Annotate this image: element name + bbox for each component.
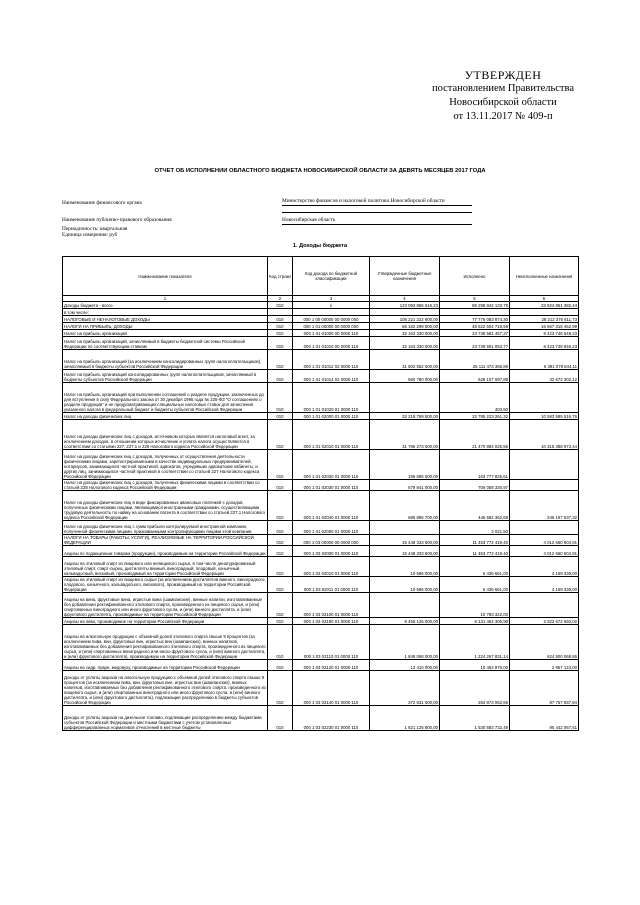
row-unexecuted: 10 315 388 973,44 [510,420,579,450]
row-line-code: 010 [268,546,293,557]
row-unexecuted: 4 159 339,00 [510,577,579,593]
table-row [63,370,579,383]
row-line-code: 010 [268,535,293,546]
row-kbk: 000 1 03 02010 01 0000 110 [293,557,370,577]
row-name: НАЛОГОВЫЕ И НЕНАЛОГОВЫЕ ДОХОДЫ [63,316,268,323]
row-approved [370,593,440,618]
row-unexecuted: 4 159 339,00 [510,557,579,577]
row-line-code: 010 [268,480,293,491]
row-name: в том числе: [63,309,268,316]
row-name: Налог на прибыль организаций [63,330,268,337]
row-line-code: 010 [268,625,293,660]
row-name: Налог на прибыль организаций при выполнении соглашений о разделе продукции, заключенных до дня вступления в силу Федерального закона от 30 декабря 1995 года № 225-ФЗ "О соглашениях о разделе продукции" и не предусматривающих специальных налоговых ставок для зачисления указанного налога в федеральный бюджет и бюджеты субъектов Российской Федерации [63,383,268,413]
row-name: Налог на доходы физических лиц с доходов, полученных физическими лицами в соответствии со статьей 228 Налогового кодекса Российской Федерации [63,480,268,491]
row-approved: 8 455 125 000,00 [370,618,440,625]
row-executed: 11 453 772 419,40 [440,535,510,546]
row-executed: 48 522 604 718,59 [440,323,510,330]
row-unexecuted: 624 800 068,86 [510,625,579,660]
row-executed: 21 470 884 026,56 [440,420,510,450]
row-approved: 579 841 000,00 [370,480,440,491]
row-executed: 23 739 581 457,27 [440,330,510,337]
row-unexecuted [510,450,579,480]
section-title: 1. Доходы бюджета [292,243,348,249]
row-kbk: 000 1 03 02230 01 0000 110 [293,706,370,731]
column-number: 3 [293,296,370,302]
table-row [63,383,579,413]
approval-heading: УТВЕРЖДЕН [464,68,542,82]
approval-line-date: от 13.11.2017 № 409-п [453,111,553,122]
table-row [63,413,579,420]
row-name: Доходы бюджета - всего [63,302,268,309]
row-line-code: 010 [268,618,293,625]
row-name: Налог на доходы физических лиц [63,413,268,420]
approval-line-region: Новосибирской области [449,97,557,108]
table-row [63,593,579,618]
row-unexecuted: 2 323 672 693,02 [510,618,579,625]
row-approved: 1 621 125 800,00 [370,706,440,731]
fin-org-underline-2 [282,212,472,213]
row-executed: 628 107 697,88 [440,370,510,383]
row-executed: 163 777 825,61 [440,450,510,480]
table-row [63,330,579,337]
row-approved: 105 221 222 900,00 [370,316,440,323]
table-row [63,535,579,546]
row-line-code: 010 [268,316,293,323]
table-row [63,706,579,731]
row-approved [370,309,440,316]
row-executed: 6 436 661,00 [440,557,510,577]
row-approved: 31 786 273 000,00 [370,420,440,450]
table-row [63,625,579,660]
row-approved [370,521,440,535]
row-line-code: 010 [268,521,293,535]
row-name: Акцизы на этиловый спирт из пищевого сырья (за исключением дистиллятов винного, виноградного, плодового, коньячного, кальвадосного, вискового), производимый на территории Российской Федерации [64,577,266,592]
revenue-table [62,256,579,731]
row-name: Доходы от уплаты акцизов на дизельное топливо, подлежащие распределению между бюджетами субъектов Российской Федерации и местными бюджетами с учетом установленных дифференцированных нормативов отчислений в местные бюджеты [63,706,268,731]
row-kbk: 000 1 03 02000 01 0000 110 [293,546,370,557]
header-line-code: Код строки [268,257,293,296]
row-line-code: 010 [268,337,293,350]
row-line-code: 010 [268,413,293,420]
row-approved: 686 895 700,00 [370,491,440,521]
row-name: Налог на доходы физических лиц с доходов, источником которых является налоговый агент, за исключением доходов, в отношении которых исчисление и уплата налога осуществляются в соответствии со статьями 227, 227.1 и 228 Налогового кодекса Российской Федерации [63,420,268,450]
row-executed: 25 111 473 355,89 [440,350,510,370]
row-executed: 89 298 842 133,79 [440,302,510,309]
row-line-code: 010 [268,450,293,480]
row-name: Налог на прибыль организаций, зачисляемый в бюджеты бюджетной системы Российской Федерации по соответствующим ставкам [63,337,268,350]
row-name: Акцизы на этиловый спирт из пищевого или непищевого сырья, в том числе денатурированный этиловый спирт, спирт-сырец, дистилляты винный, виноградный, плодовый, коньячный, кальвадосный, висковый, производимый на территории Российской Федерации [63,557,268,577]
table-row [63,350,579,370]
row-unexecuted [510,521,579,535]
table-body [63,302,579,731]
row-executed: 706 058 330,97 [440,480,510,491]
column-number: 5 [440,296,510,302]
row-line-code [268,309,293,316]
table-row [63,577,579,593]
table-row [63,302,579,309]
row-name: НАЛОГИ НА ТОВАРЫ (РАБОТЫ, УСЛУГИ), РЕАЛИЗУЕМЫЕ НА ТЕРРИТОРИИ РОССИЙСКОЙ ФЕДЕРАЦИИ [63,535,268,546]
row-unexecuted: 16 667 315 462,99 [510,323,579,330]
column-number: 6 [510,296,579,302]
row-unexecuted [510,593,579,618]
row-unexecuted: 246 197 537,32 [510,491,579,521]
row-unexecuted: 4 012 660 604,91 [510,535,579,546]
row-unexecuted [510,383,579,413]
row-line-code: 010 [268,671,293,706]
row-kbk: x [293,302,370,309]
row-executed: 1 530 683 732,49 [440,706,510,731]
row-kbk [293,309,370,316]
row-line-code: 010 [268,420,293,450]
row-executed: 284 873 062,66 [440,671,510,706]
row-approved: 660 780 000,00 [370,370,440,383]
table-row [63,316,579,323]
row-approved: 1 849 068 000,00 [370,625,440,660]
table-row [63,618,579,625]
row-unexecuted: 2 957 124,00 [510,660,579,671]
row-unexecuted: 8 423 748 946,23 [510,337,579,350]
row-approved: 65 182 299 500,00 [370,323,440,330]
approval-stamp [398,68,608,124]
row-name: Налог на доходы физических лиц с сумм прибыли контролируемой иностранной компании, полученной физическими лицами, признаваемыми контролирующими лицами этой компании [63,521,268,535]
header-approved: Утвержденные бюджетные назначения [370,257,440,296]
table-row [63,450,579,480]
fin-org-label: Наименование финансового органа [62,200,142,206]
row-approved: 372 631 000,00 [370,671,440,706]
row-kbk: 000 1 01 01020 01 0000 110 [293,383,370,413]
row-line-code: 010 [268,593,293,618]
header-name: Наименование показателя [63,257,268,296]
row-executed [440,309,510,316]
row-line-code: 010 [268,557,293,577]
row-executed: 10 452 876,00 [440,660,510,671]
unit-label: Единица измерения: руб [62,232,118,238]
row-kbk: 000 1 03 02011 01 0000 110 [293,577,370,593]
row-kbk: 000 1 03 02110 01 0000 110 [293,625,370,660]
table-row [63,491,579,521]
table-header-row [63,257,579,296]
row-approved [370,383,440,413]
row-name: НАЛОГИ НА ПРИБЫЛЬ, ДОХОДЫ [63,323,268,330]
approval-line-decree: постановлением Правительства [431,83,574,94]
period-label: Периодичность: квартальная [62,226,128,232]
row-approved: 15 448 333 600,00 [370,535,440,546]
row-line-code: 010 [268,491,293,521]
table-row [63,480,579,491]
row-kbk: 000 1 01 02020 01 0000 110 [293,450,370,480]
row-executed: 22 785 223 261,32 [440,413,510,420]
row-name: Доходы от уплаты акцизов на алкогольную продукцию с объемной долей этилового спирта свыше 9 процентов (за исключением пива, вин, фруктовых вин, игристых вин (шампанских), винных напитков, изготавливаемых без добавления ректификованного этилового спирта, произведенного из пищевого сырья, и (или) спиртованных виноградного или иного фруктового сусла, и (или) винного дистиллята, и (или) фруктового дистиллята), подлежащие распределению в бюджеты субъектов Российской Федерации [63,671,268,706]
row-kbk: 000 1 01 00000 00 0000 000 [293,323,370,330]
row-kbk: 000 1 01 01014 02 0000 110 [293,370,370,383]
row-approved: 32 163 330 000,00 [370,330,440,337]
row-name: Акцизы по подакцизным товарам (продукции), производимым на территории Российской Федерации [63,546,268,557]
row-line-code: 010 [268,323,293,330]
fin-org-underline [282,205,472,206]
row-kbk: 000 1 01 02040 01 0000 110 [293,491,370,521]
row-name: Налог на доходы физических лиц в виде фиксированных авансовых платежей с доходов, полученных физическими лицами, являющимися иностранными гражданами, осуществляющими трудовую деятельность по найму на основании патента в соответствии со статьей 227.1 Налогового кодекса Российской Федерации [63,491,268,521]
row-approved: 159 685 000,00 [370,450,440,480]
column-number: 4 [370,296,440,302]
fin-org-value: Министерство финансов и налоговой политики Новосибирской области [282,198,445,204]
row-name: Акцизы на вина, фруктовые вина, игристые вина (шампанские), винные напитки, изготавливаемые без добавления ректификованного этилового спирта, произведенного из пищевого сырья, и (или) спиртованных виноградного или иного фруктового сусла, и (или) винного дистиллята, и (или) фруктового дистиллята, производимые на территории Российской Федерации [63,593,268,618]
row-line-code: 010 [268,383,293,413]
row-approved: 10 596 000,00 [370,577,440,593]
row-name: Налог на прибыль организаций консолидированных групп налогоплательщиков, зачисляемый в бюджеты субъектов Российской Федерации [63,370,268,383]
table-row [63,337,579,350]
row-unexecuted: 32 672 302,12 [510,370,579,383]
table-row [63,546,579,557]
row-name: Акцизы на алкогольную продукцию с объемной долей этилового спирта свыше 9 процентов (за исключением пива, вин, фруктовых вин, игристых вин (шампанских), винных напитков, изготавливаемых без добавления ректификованного этилового спирта, произведенного из пищевого сырья, и (или) спиртованных виноградного или иного фруктового сусла, и (или) винного дистиллята, и (или) фруктового дистиллята), производимую на территории Российской Федерации [63,625,268,660]
row-executed: 10 783 322,00 [440,593,510,618]
row-approved: 32 163 330 000,00 [370,337,440,350]
row-kbk: 000 1 01 01012 02 0000 110 [293,350,370,370]
row-executed: 77 776 083 874,30 [440,316,510,323]
row-line-code: 010 [268,330,293,337]
row-line-code: 010 [268,577,293,593]
row-kbk: 000 1 01 02030 01 0000 110 [293,480,370,491]
row-name: Акцизы на сидр, пуаре, медовуху, производимые на территории Российской Федерации [63,660,268,671]
row-executed: 6 436 661,00 [440,577,510,593]
row-approved: 123 093 866 516,23 [370,302,440,309]
row-kbk: 000 1 01 02000 01 0000 110 [293,413,370,420]
row-line-code: 010 [268,660,293,671]
row-line-code: 010 [268,706,293,731]
row-line-code: 010 [268,350,293,370]
row-unexecuted: 90 442 067,51 [510,706,579,731]
row-kbk: 000 1 03 02180 01 0000 110 [293,618,370,625]
row-kbk: 000 1 00 00000 00 0000 000 [293,316,370,323]
column-number: 2 [268,296,293,302]
table-row [63,309,579,316]
column-number: 1 [63,296,268,302]
row-line-code: 010 [268,302,293,309]
header-executed: Исполнено [440,257,510,296]
row-approved: 31 502 552 000,00 [370,350,440,370]
row-unexecuted: 10 583 585 516,76 [510,413,579,420]
row-line-code: 010 [268,370,293,383]
row-executed: 11 453 772 419,40 [440,546,510,557]
row-executed: 1 224 267 831,14 [440,625,510,660]
table-row [63,420,579,450]
row-unexecuted: 87 757 937,84 [510,671,579,706]
row-unexecuted: 4 012 660 604,91 [510,546,579,557]
row-unexecuted [510,309,579,316]
table-row [63,557,579,577]
row-kbk: 000 1 03 02100 01 0000 110 [293,593,370,618]
row-unexecuted: 8 423 748 549,23 [510,330,579,337]
row-name: Налог на прибыль организаций (за исключением консолидированных групп налогоплательщиков), зачисляемый в бюджеты субъектов Российской Федерации [63,350,268,370]
row-kbk: 000 1 01 02050 01 0000 110 [293,521,370,535]
budget-underline [282,224,472,225]
row-kbk: 000 1 01 02010 01 0000 110 [293,420,370,450]
report-title: ОТЧЕТ ОБ ИСПОЛНЕНИИ ОБЛАСТНОГО БЮДЖЕТА НОВОСИБИРСКОЙ ОБЛАСТИ ЗА ДЕВЯТЬ МЕСЯЦЕВ 2017 ГОДА [154,168,486,174]
row-approved: 13 410 000,00 [370,660,440,671]
row-executed: 6 131 452 306,98 [440,618,510,625]
row-kbk: 000 1 03 02120 01 0000 110 [293,660,370,671]
row-kbk: 000 1 01 01000 00 0000 110 [293,330,370,337]
row-name: Акцизы на пиво, производимое на территории Российской Федерации [63,618,268,625]
row-kbk: 000 1 03 02140 01 0000 110 [293,671,370,706]
budget-label: Наименование публично-правового образования [62,217,172,223]
table-row [63,671,579,706]
row-executed: 445 582 362,68 [440,491,510,521]
row-executed: 23 739 581 053,77 [440,337,510,350]
row-executed: 403,50 [440,383,510,413]
row-kbk: 000 1 03 00000 00 0000 000 [293,535,370,546]
table-row [63,323,579,330]
row-executed: 3 021,50 [440,521,510,535]
table-row [63,660,579,671]
header-unexecuted: Неисполненные назначения [510,257,579,296]
row-approved: 33 218 769 500,00 [370,413,440,420]
budget-value: Новосибирская область [282,217,336,223]
row-approved: 10 596 000,00 [370,557,440,577]
row-name: Налог на доходы физических лиц с доходов, полученных от осуществления деятельности физическими лицами, зарегистрированными в качестве индивидуальных предпринимателей, нотариусов, занимающихся частной практикой, адвокатов, учредивших адвокатские кабинеты, и других лиц, занимающихся частной практикой в соответствии со статьей 227 Налогового кодекса Российской Федерации [63,450,268,480]
row-unexecuted [510,480,579,491]
row-unexecuted: 33 824 851 382,44 [510,302,579,309]
row-unexecuted: 6 391 078 644,11 [510,350,579,370]
row-approved: 15 448 333 600,00 [370,546,440,557]
header-kbk: Код дохода по бюджетной классификации [293,257,370,296]
table-row [63,521,579,535]
row-kbk: 000 1 01 01010 00 0000 110 [293,337,370,350]
row-unexecuted: 28 212 376 611,73 [510,316,579,323]
